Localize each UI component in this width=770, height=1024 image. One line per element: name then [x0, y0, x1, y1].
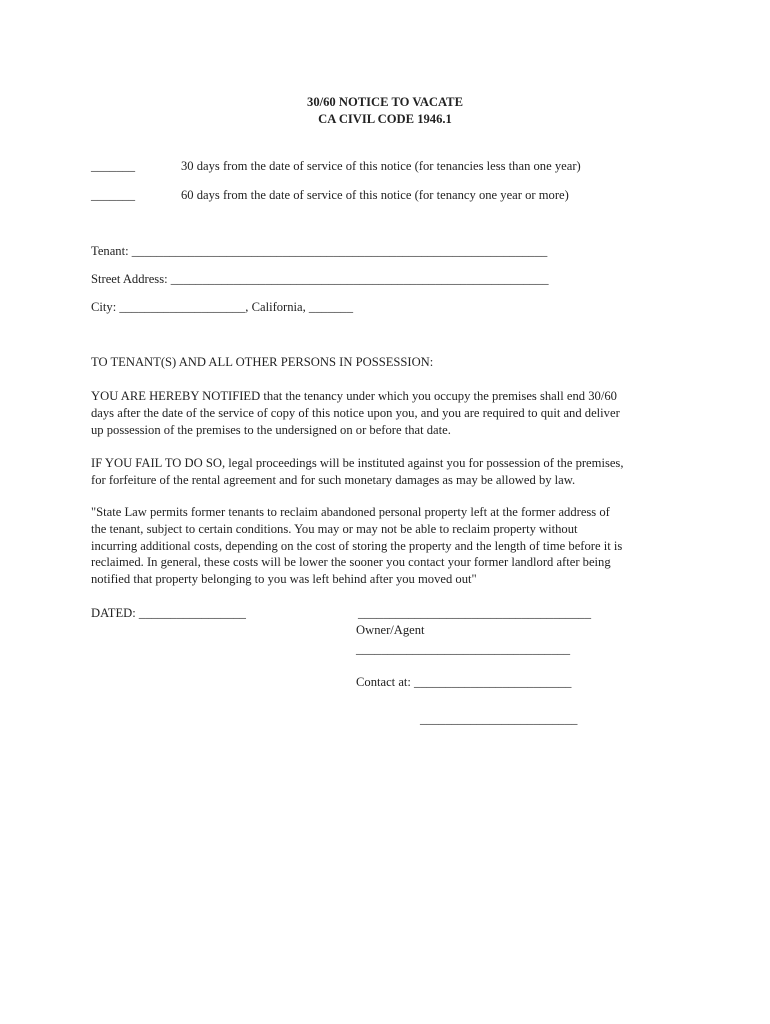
owner-second-line[interactable]: __________________________________ — [356, 642, 571, 656]
document-subtitle: CA CIVIL CODE 1946.1 — [318, 112, 452, 126]
option-60-text: 60 days from the date of service of this notice (for tenancy one year or more) — [181, 188, 569, 202]
paragraph-line: for forfeiture of the rental agreement and for such monetary damages as may be allowed by law. — [91, 472, 576, 487]
tenant-field[interactable]: Tenant: __________________________________________________________________ — [91, 244, 548, 258]
notice-paragraph — [91, 388, 691, 438]
failure-paragraph — [91, 455, 691, 489]
dated-field[interactable]: DATED: _________________ — [91, 606, 246, 620]
paragraph-line: IF YOU FAIL TO DO SO, legal proceedings will be instituted against you for possession of the premises, — [91, 456, 624, 470]
paragraph-line: incurring additional costs, depending on the cost of storing the property and the length of time before it is — [91, 538, 623, 553]
paragraph-line: the tenant, subject to certain conditions. You may or may not be able to reclaim property without — [91, 521, 578, 536]
document-title: 30/60 NOTICE TO VACATE — [307, 95, 463, 109]
owner-agent-label: Owner/Agent — [356, 623, 425, 637]
owner-signature-line[interactable]: _____________________________________ — [358, 606, 591, 620]
option-30-blank[interactable]: _______ — [91, 159, 136, 173]
addressee-heading: TO TENANT(S) AND ALL OTHER PERSONS IN POSSESSION: — [91, 355, 434, 369]
paragraph-line: notified that property belonging to you was left behind after you moved out" — [91, 572, 477, 587]
paragraph-line: "State Law permits former tenants to reclaim abandoned personal property left at the former address of — [91, 505, 610, 519]
street-address-field[interactable]: Street Address: ____________________________________________________________ — [91, 272, 549, 286]
option-60-blank[interactable]: _______ — [91, 188, 136, 202]
paragraph-line: up possession of the premises to the undersigned on or before that date. — [91, 422, 451, 437]
contact-second-line[interactable]: _________________________ — [420, 712, 578, 726]
city-field[interactable]: City: ____________________, California, _______ — [91, 300, 354, 314]
state-law-paragraph — [91, 504, 691, 588]
paragraph-line: days after the date of the service of copy of this notice upon you, and you are required to quit and deliver — [91, 405, 620, 420]
contact-field[interactable]: Contact at: _________________________ — [356, 675, 572, 689]
paragraph-line: reclaimed. In general, these costs will be lower the sooner you contact your former landlord after being — [91, 555, 611, 570]
paragraph-line: YOU ARE HEREBY NOTIFIED that the tenancy under which you occupy the premises shall end 30/60 — [91, 389, 617, 403]
option-30-text: 30 days from the date of service of this notice (for tenancies less than one year) — [181, 159, 581, 173]
